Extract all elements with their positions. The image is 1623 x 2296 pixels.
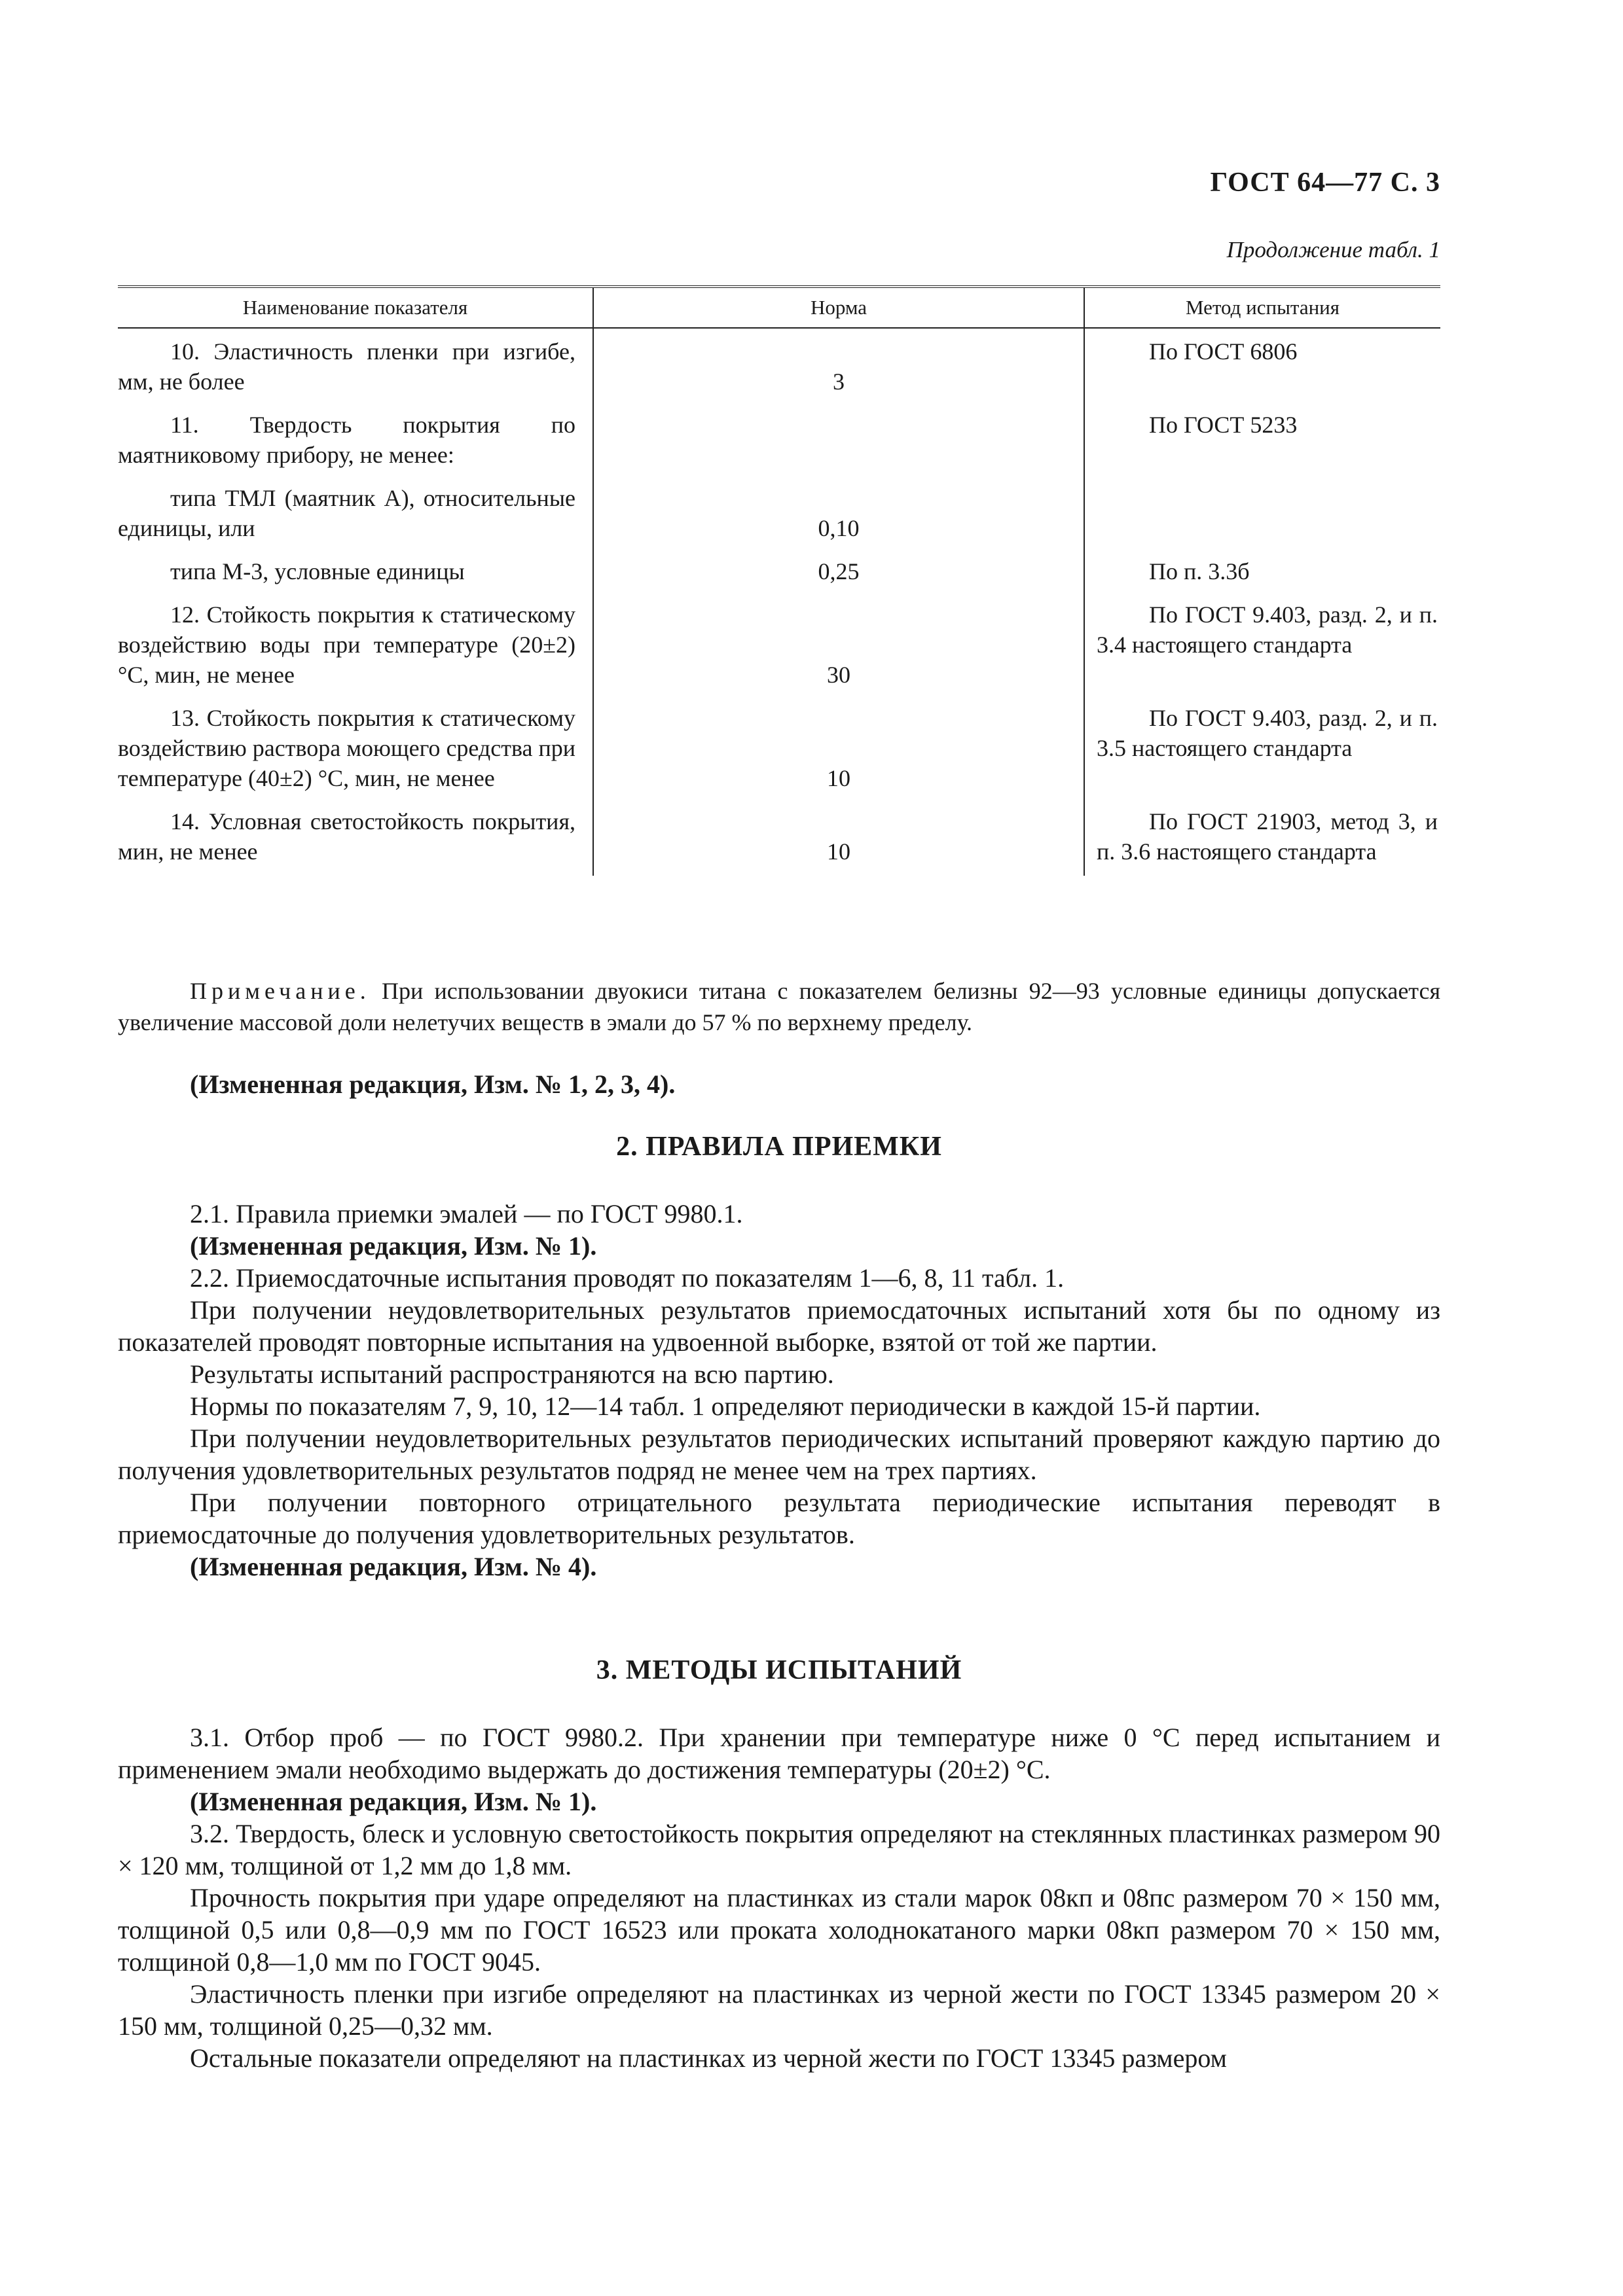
row-norm: 10 bbox=[593, 690, 1084, 793]
table-row bbox=[118, 793, 1440, 876]
row-name: типа М-3, условные единицы bbox=[170, 558, 465, 584]
amendment-note: (Измененная редакция, Изм. № 1, 2, 3, 4). bbox=[190, 1069, 676, 1099]
paragraph: 3.1. Отбор проб — по ГОСТ 9980.2. При хранении при температуре ниже 0 °С перед испытанием и применением эмали необходимо выдержать до достижения температуры (20±2) °С. bbox=[118, 1723, 1440, 1784]
paragraph: 3.2. Твердость, блеск и условную светостойкость покрытия определяют на стеклянных пластинках размером 90 × 120 мм, толщиной от 1,2 мм до 1,8 мм. bbox=[118, 1819, 1440, 1880]
table-row bbox=[118, 397, 1440, 470]
paragraph: Эластичность пленки при изгибе определяют на пластинках из черной жести по ГОСТ 13345 размером 20 × 150 мм, толщиной 0,25—0,32 мм. bbox=[118, 1979, 1440, 2041]
note-text: При использовании двуокиси титана с показателем белизны 92—93 условные единицы допускается увеличение массовой доли нелетучих веществ в эмали до 57 % по верхнему пределу. bbox=[118, 978, 1441, 1035]
note-label: Примечание. bbox=[190, 978, 371, 1004]
row-method: По п. 3.3б bbox=[1149, 558, 1250, 584]
paragraph: 2.2. Приемосдаточные испытания проводят по показателям 1—6, 8, 11 табл. 1. bbox=[190, 1263, 1065, 1293]
paragraph: 2.1. Правила приемки эмалей — по ГОСТ 9980.1. bbox=[190, 1199, 743, 1229]
row-norm: 0,25 bbox=[593, 543, 1084, 586]
paragraph: Прочность покрытия при ударе определяют на пластинках из стали марок 08кп и 08пс размером 70 × 150 мм, толщиной 0,5 или 0,8—0,9 мм по ГОСТ 16523 или проката холоднокатаного марки 08кп размером 70 × 150 мм, толщиной 0,8—1,0 мм по ГОСТ 9045. bbox=[118, 1883, 1440, 1977]
table-caption: Продолжение табл. 1 bbox=[1226, 237, 1440, 262]
row-norm: 10 bbox=[593, 793, 1084, 876]
table-row bbox=[118, 328, 1440, 397]
column-header-method: Метод испытания bbox=[1084, 287, 1440, 328]
amendment-note: (Измененная редакция, Изм. № 4). bbox=[190, 1552, 597, 1581]
spec-table-container bbox=[118, 285, 1440, 876]
table-row bbox=[118, 470, 1440, 543]
page-header: ГОСТ 64—77 С. 3 bbox=[1210, 168, 1440, 198]
column-header-norm: Норма bbox=[593, 287, 1084, 328]
section-2-title: 2. ПРАВИЛА ПРИЕМКИ bbox=[616, 1132, 942, 1162]
table-amendment bbox=[118, 1068, 1440, 1100]
row-norm: 3 bbox=[593, 328, 1084, 397]
row-method: По ГОСТ 9.403, разд. 2, и п. 3.5 настоящего стандарта bbox=[1097, 705, 1438, 761]
paragraph: Результаты испытаний распространяются на всю партию. bbox=[190, 1359, 834, 1389]
row-name: 10. Эластичность пленки при изгибе, мм, не более bbox=[118, 338, 575, 395]
paragraph: При получении неудовлетворительных результатов периодических испытаний проверяют каждую партию до получения удовлетворительных результатов подряд не менее чем на трех партиях. bbox=[118, 1424, 1440, 1485]
row-norm bbox=[593, 397, 1084, 470]
section-3-body bbox=[118, 1721, 1440, 2074]
row-name: 11. Твердость покрытия по маятниковому прибору, не менее: bbox=[118, 412, 575, 468]
table-row bbox=[118, 690, 1440, 793]
row-norm: 30 bbox=[593, 586, 1084, 690]
amendment-note: (Измененная редакция, Изм. № 1). bbox=[190, 1231, 597, 1261]
row-name: типа ТМЛ (маятник А), относительные единицы, или bbox=[118, 485, 575, 541]
row-name: 14. Условная светостойкость покрытия, мин, не менее bbox=[118, 808, 575, 865]
section-2-body bbox=[118, 1198, 1440, 1583]
row-name: 13. Стойкость покрытия к статическому воздействию раствора моющего средства при температуре (40±2) °С, мин, не менее bbox=[118, 705, 575, 791]
table-header-row bbox=[118, 287, 1440, 328]
table-row bbox=[118, 543, 1440, 586]
row-method: По ГОСТ 21903, метод 3, и п. 3.6 настоящего стандарта bbox=[1097, 808, 1438, 865]
section-3-title: 3. МЕТОДЫ ИСПЫТАНИЙ bbox=[596, 1655, 962, 1685]
row-name: 12. Стойкость покрытия к статическому воздействию воды при температуре (20±2) °С, мин, не менее bbox=[118, 601, 575, 688]
spec-table bbox=[118, 285, 1440, 876]
paragraph: При получении повторного отрицательного результата периодические испытания переводят в приемосдаточные до получения удовлетворительных результатов. bbox=[118, 1488, 1440, 1549]
row-method: По ГОСТ 5233 bbox=[1149, 412, 1298, 438]
paragraph: Остальные показатели определяют на пластинках из черной жести по ГОСТ 13345 размером bbox=[190, 2043, 1227, 2073]
row-method: По ГОСТ 9.403, разд. 2, и п. 3.4 настоящего стандарта bbox=[1097, 601, 1438, 658]
row-norm: 0,10 bbox=[593, 470, 1084, 543]
paragraph: При получении неудовлетворительных результатов приемосдаточных испытаний хотя бы по одному из показателей проводят повторные испытания на удвоенной выборке, взятой от той же партии. bbox=[118, 1295, 1440, 1357]
column-header-name: Наименование показателя bbox=[118, 287, 593, 328]
paragraph: Нормы по показателям 7, 9, 10, 12—14 табл. 1 определяют периодически в каждой 15-й партии. bbox=[190, 1391, 1261, 1421]
row-method: По ГОСТ 6806 bbox=[1149, 338, 1298, 365]
table-note bbox=[118, 975, 1440, 1038]
table-row bbox=[118, 586, 1440, 690]
amendment-note: (Измененная редакция, Изм. № 1). bbox=[190, 1787, 597, 1816]
